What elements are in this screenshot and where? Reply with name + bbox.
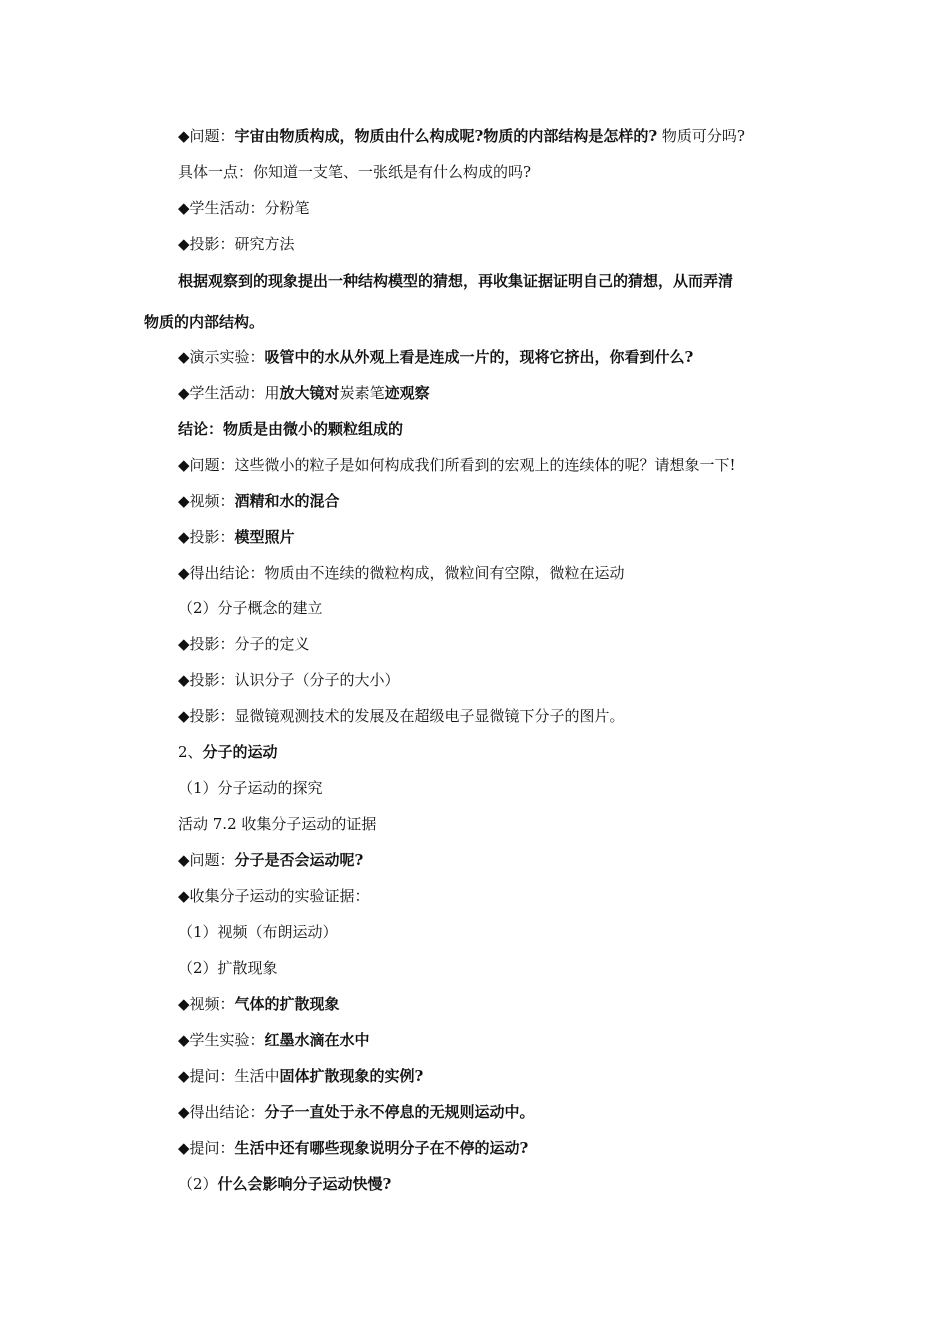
text: （2）扩散现象 [178,959,278,977]
bold-text: 吸管中的水从外观上看是连成一片的，现将它挤出，你看到什么? [264,348,694,366]
text-line [178,886,370,906]
text: （2）分子概念的建立 [178,599,323,617]
text-line [178,850,363,870]
text-line [178,1138,528,1158]
text-line [178,162,531,182]
text-line [178,563,625,583]
text-line [178,234,295,254]
text: ◆得出结论：物质由不连续的微粒构成，微粒间有空隙，微粒在运动 [178,564,625,582]
text-line [178,598,323,618]
text: 物质可分吗? [657,127,745,145]
bold-text: 红墨水滴在水中 [264,1031,370,1049]
text: （1）分子运动的探究 [178,779,323,797]
text: ◆问题：这些微小的粒子是如何构成我们所看到的宏观上的连续体的呢？请想象一下! [178,456,736,474]
text: （1）视频（布朗运动） [178,923,338,941]
text-line [178,1030,370,1050]
text-line [178,491,340,511]
bold-text: 气体的扩散现象 [234,995,340,1013]
bold-text: 固体扩散现象的实例? [279,1067,424,1085]
text-line [178,1102,535,1122]
bold-text: 放大镜对 [279,384,340,402]
text: ◆投影：认识分子（分子的大小） [178,671,400,689]
text-line [178,271,733,291]
text: 炭素笔 [339,384,385,402]
text-line [178,994,340,1014]
text: ◆演示实验： [178,348,265,366]
text-line [144,312,264,332]
text-line [178,419,403,439]
text: ◆得出结论： [178,1103,265,1121]
text-line [178,742,278,762]
text: ◆投影：研究方法 [178,235,295,253]
text-line [178,778,323,798]
text-line [178,383,430,403]
text: ◆投影： [178,528,235,546]
text: ◆学生活动：用 [178,384,280,402]
text-line [178,527,295,547]
text-line [178,347,693,367]
text: （2） [178,1175,218,1193]
text: ◆视频： [178,492,235,510]
text-line [178,958,278,978]
bold-text: 物质的内部结构。 [144,313,265,331]
text-line [178,126,745,146]
bold-text: 什么会影响分子运动快慢? [217,1175,392,1193]
bold-text: 分子一直处于永不停息的无规则运动中。 [264,1103,535,1121]
text-line [178,706,625,726]
text: ◆学生活动：分粉笔 [178,199,310,217]
text-line [178,1174,391,1194]
bold-text: 分子是否会运动呢? [234,851,364,869]
text: ◆学生实验： [178,1031,265,1049]
text-line [178,922,338,942]
text-line [178,198,310,218]
text: ◆提问： [178,1139,235,1157]
bold-text: 分子的运动 [202,743,278,761]
text: 具体一点：你知道一支笔、一张纸是有什么构成的吗? [178,163,532,181]
text-line [178,1066,423,1086]
text: ◆投影：分子的定义 [178,635,310,653]
text: ◆问题： [178,127,235,145]
bold-text: 结论：物质是由微小的颗粒组成的 [178,420,404,438]
bold-text: 生活中还有哪些现象说明分子在不停的运动? [234,1139,529,1157]
bold-text: 模型照片 [234,528,295,546]
text-line [178,455,736,475]
text: ◆视频： [178,995,235,1013]
text-line [178,670,400,690]
text-line [178,634,310,654]
text: ◆投影：显微镜观测技术的发展及在超级电子显微镜下分子的图片。 [178,707,625,725]
text: 2、 [178,743,203,761]
text: ◆问题： [178,851,235,869]
bold-text: 根据观察到的现象提出一种结构模型的猜想，再收集证据证明自己的猜想，从而弄清 [178,272,734,290]
bold-text: 迹观察 [384,384,430,402]
text-line [178,814,376,834]
text: ◆收集分子运动的实验证据： [178,887,370,905]
bold-text: 宇宙由物质构成，物质由什么构成呢?物质的内部结构是怎样的? [234,127,658,145]
text: 活动 7.2 收集分子运动的证据 [178,815,377,833]
text: ◆提问：生活中 [178,1067,280,1085]
bold-text: 酒精和水的混合 [234,492,340,510]
